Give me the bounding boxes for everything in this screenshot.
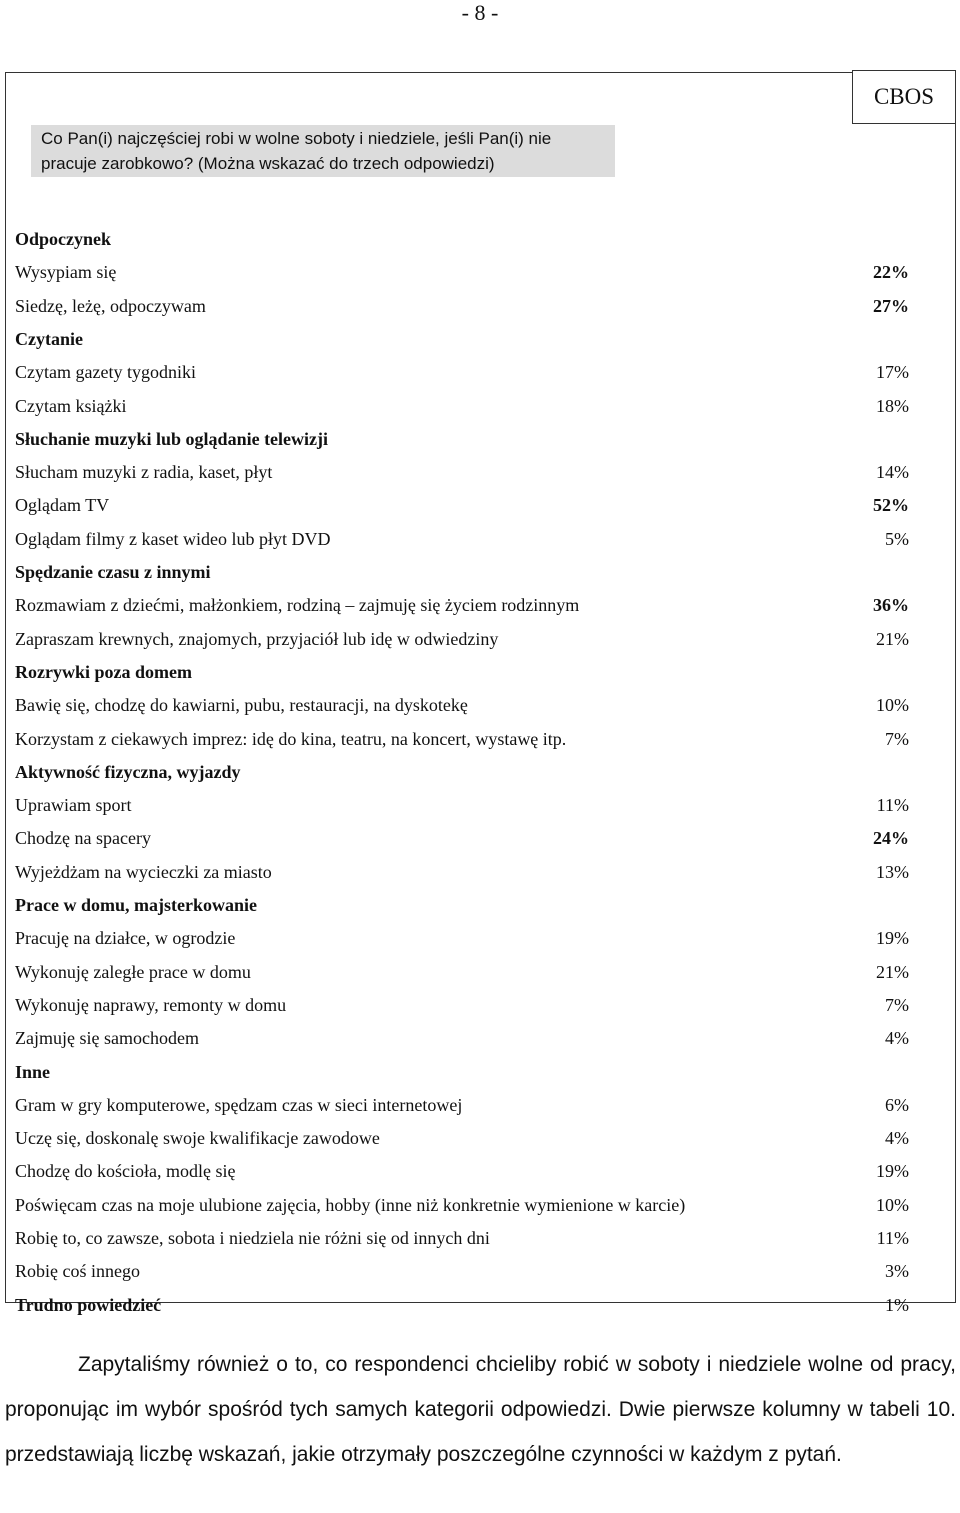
activity-label: Oglądam filmy z kaset wideo lub płyt DVD	[15, 528, 331, 549]
percentage-value: 1%	[885, 1294, 909, 1315]
table-row	[15, 989, 909, 1022]
percentage-value: 4%	[885, 1028, 909, 1049]
percentage-value: 17%	[876, 362, 909, 383]
category-heading	[15, 656, 909, 689]
category-heading	[15, 556, 909, 589]
percentage-value: 11%	[876, 1228, 909, 1248]
percentage-value: 7%	[885, 994, 909, 1015]
percentage-value: 4%	[885, 1128, 909, 1149]
activity-label: Uprawiam sport	[15, 795, 132, 816]
activity-label: Chodzę na spacery	[15, 828, 151, 849]
percentage-value: 5%	[885, 528, 909, 549]
percentage-value: 24%	[873, 828, 909, 849]
activity-label: Zajmuję się samochodem	[15, 1028, 199, 1049]
percentage-value: 6%	[885, 1094, 909, 1115]
activity-label: Korzystam z ciekawych imprez: idę do kina, teatru, na koncert, wystawę itp.	[15, 728, 567, 749]
category-heading	[15, 1056, 909, 1089]
body-paragraph-text: Zapytaliśmy również o to, co respondenci chcieliby robić w soboty i niedziele wolne od pracy, proponując im wybór spośród tych samych kategorii odpowiedzi. Dwie pierwsze kolumny w tabeli 10. przedstawiają liczbę wskazań, jakie otrzymały poszczególne czynności w każdym z pytań.	[5, 1353, 956, 1466]
activity-label: Czytam gazety tygodniki	[15, 362, 196, 383]
percentage-value: 22%	[873, 262, 909, 283]
activity-label: Siedzę, leżę, odpoczywam	[15, 295, 206, 316]
percentage-value: 11%	[876, 795, 909, 816]
table-row	[15, 290, 909, 323]
table-row	[15, 922, 909, 955]
activity-label: Wykonuję naprawy, remonty w domu	[15, 994, 287, 1015]
category-heading	[15, 323, 909, 356]
table-row	[15, 1155, 909, 1188]
activity-label: Poświęcam czas na moje ulubione zajęcia, hobby (inne niż konkretnie wymienione w karcie)	[15, 1194, 686, 1215]
source-label: CBOS	[852, 70, 956, 124]
table-row	[15, 589, 909, 622]
category-heading	[15, 889, 909, 922]
page-number: - 8 -	[461, 0, 499, 25]
table-row	[15, 689, 909, 722]
table-row	[15, 356, 909, 389]
activity-label: Chodzę do kościoła, modlę się	[15, 1161, 236, 1182]
category-label: Rozrywki poza domem	[15, 661, 192, 682]
table-row	[15, 1022, 909, 1055]
table-row	[15, 623, 909, 656]
table-row	[15, 1255, 909, 1288]
category-label: Słuchanie muzyki lub oglądanie telewizji	[15, 428, 329, 449]
category-heading	[15, 223, 909, 256]
table-row	[15, 1089, 909, 1122]
percentage-value: 21%	[876, 961, 909, 982]
table-row	[15, 1189, 909, 1222]
activity-label: Wyjeżdżam na wycieczki za miasto	[15, 861, 272, 882]
percentage-value: 7%	[885, 728, 909, 749]
percentage-value: 36%	[873, 595, 909, 616]
category-heading	[15, 423, 909, 456]
activity-label: Pracuję na działce, w ogrodzie	[15, 928, 236, 949]
category-label: Aktywność fizyczna, wyjazdy	[15, 761, 241, 782]
percentage-value: 13%	[876, 861, 909, 882]
activity-label: Bawię się, chodzę do kawiarni, pubu, restauracji, na dyskotekę	[15, 695, 468, 716]
percentage-value: 3%	[885, 1261, 909, 1282]
category-heading	[15, 1289, 909, 1322]
activity-label: Wykonuję zaległe prace w domu	[15, 961, 251, 982]
percentage-value: 21%	[876, 628, 909, 649]
activity-label: Wysypiam się	[15, 262, 117, 283]
table-row	[15, 856, 909, 889]
table-row	[15, 256, 909, 289]
activity-label: Rozmawiam z dziećmi, małżonkiem, rodziną – zajmuję się życiem rodzinnym	[15, 595, 580, 616]
percentage-value: 19%	[876, 928, 909, 949]
category-heading	[15, 756, 909, 789]
table-row	[15, 523, 909, 556]
table-row	[15, 456, 909, 489]
activity-label: Gram w gry komputerowe, spędzam czas w sieci internetowej	[15, 1094, 463, 1115]
percentage-value: 10%	[876, 695, 909, 716]
table-row	[15, 1122, 909, 1155]
percentage-value: 14%	[876, 462, 909, 483]
activity-label: Robię coś innego	[15, 1261, 140, 1282]
question-box: Co Pan(i) najczęściej robi w wolne soboty i niedziele, jeśli Pan(i) nie pracuje zarobkowo? (Można wskazać do trzech odpowiedzi)	[31, 125, 615, 177]
percentage-value: 18%	[876, 395, 909, 416]
category-label: Czytanie	[15, 328, 83, 349]
body-paragraph	[5, 1342, 956, 1477]
activity-label: Oglądam TV	[15, 495, 110, 516]
percentage-value: 52%	[873, 495, 909, 516]
category-label: Trudno powiedzieć	[15, 1294, 162, 1315]
table-row	[15, 390, 909, 423]
table-row	[15, 822, 909, 855]
category-label: Inne	[15, 1061, 51, 1082]
activity-label: Uczę się, doskonalę swoje kwalifikacje zawodowe	[15, 1128, 380, 1149]
percentage-value: 19%	[876, 1161, 909, 1182]
activity-label: Zapraszam krewnych, znajomych, przyjaciół lub idę w odwiedziny	[15, 628, 499, 649]
category-label: Odpoczynek	[15, 229, 112, 249]
percentage-value: 27%	[873, 295, 909, 316]
table-row	[15, 489, 909, 522]
category-label: Prace w domu, majsterkowanie	[15, 895, 257, 915]
table-row	[15, 956, 909, 989]
table-row	[15, 723, 909, 756]
activity-label: Słucham muzyki z radia, kaset, płyt	[15, 462, 273, 483]
percentage-value: 10%	[876, 1194, 909, 1215]
table-row	[15, 789, 909, 822]
category-label: Spędzanie czasu z innymi	[15, 562, 211, 582]
table-row	[15, 1222, 909, 1255]
activity-label: Czytam książki	[15, 395, 127, 416]
activity-label: Robię to, co zawsze, sobota i niedziela nie różni się od innych dni	[15, 1228, 490, 1248]
